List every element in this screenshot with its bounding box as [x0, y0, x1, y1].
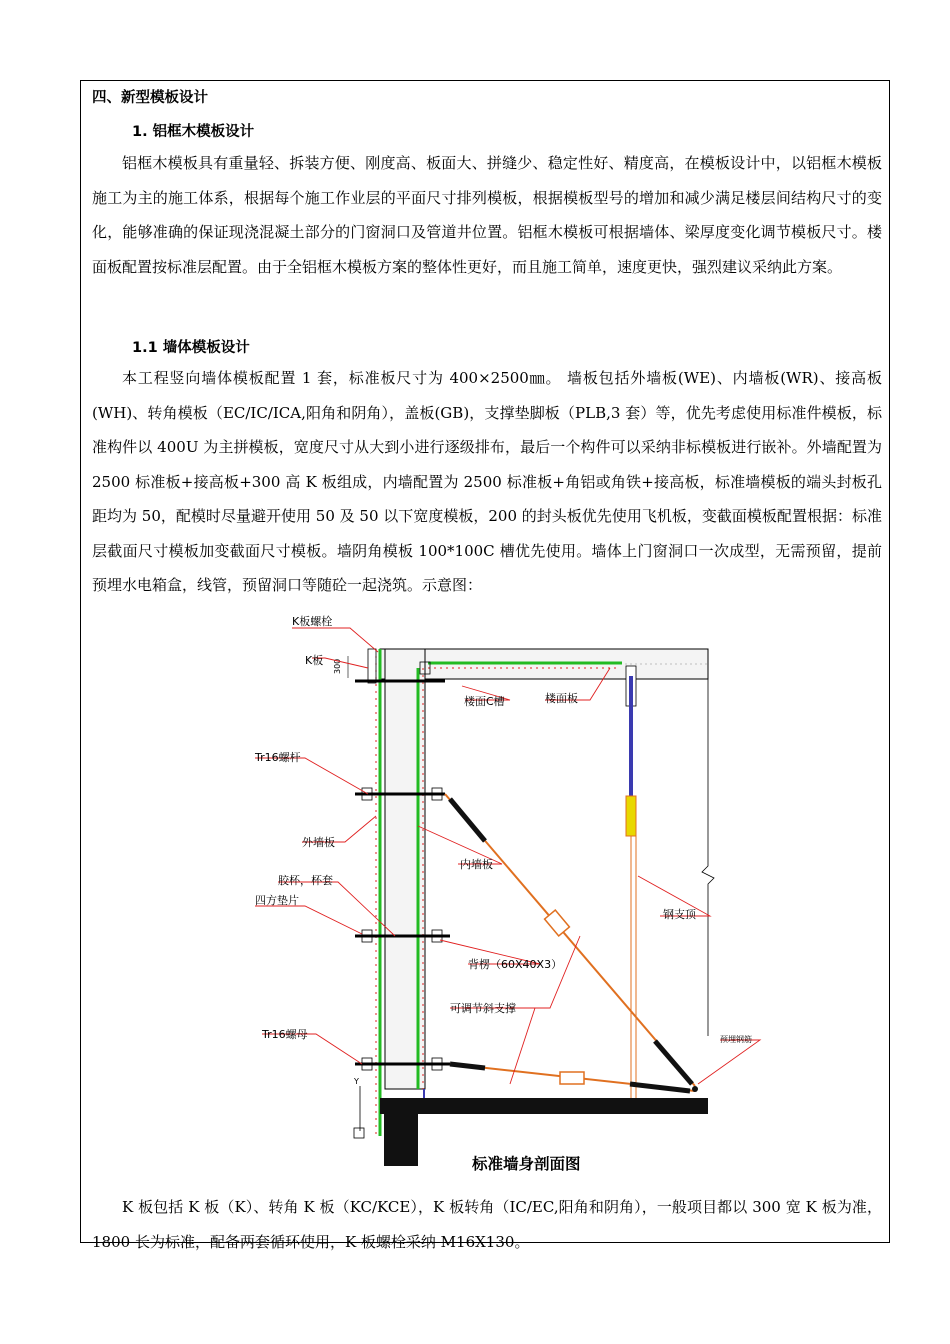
leader-lines [255, 628, 760, 1084]
bottom-slab [380, 1098, 708, 1114]
diagonal-braces [445, 794, 698, 1092]
axis-y-label: Y [354, 1077, 359, 1086]
steel-prop-spring [626, 796, 636, 836]
label-square-pad: 四方垫片 [255, 894, 299, 907]
paragraph-k-board: K 板包括 K 板（K）、转角 K 板（KC/KCE），K 板转角（IC/EC,阳角和阴角），一般项目都以 300 宽 K 板为准，1800 长为标准，配备两套循环使用，K 板螺栓采纳 M16X130。 [92, 1198, 882, 1251]
dim-300-label: 300 [333, 658, 342, 674]
paragraph-aluminum-wood: 铝框木模板具有重量轻、拆装方便、刚度高、板面大、拼缝少、稳定性好、精度高，在模板设计中，以铝框木模板施工为主的施工体系，根据每个施工作业层的平面尺寸排列模板，根据模板型号的增加和减少满足楼层间结构尺寸的变化，能够准确的保证现浇混凝土部分的门窗洞口及管道井位置。铝框木模板可根据墙体、梁厚度变化调节模板尺寸。楼面板配置按标准层配置。由于全铝框木模板方案的整体性更好，而且施工简单，速度更快，强烈建议采纳此方案。 [92, 154, 882, 276]
lower-wall [384, 1114, 418, 1166]
k-board-shape [368, 649, 376, 683]
label-tr16-nut: Tr16螺母 [262, 1028, 308, 1041]
label-k-board: K板 [305, 654, 324, 667]
label-steel-prop: 钢支顶 [663, 908, 696, 921]
label-back-purlin: 背楞（60X40X3） [468, 958, 563, 971]
section-title: 四、新型模板设计 [92, 90, 208, 106]
label-adjustable-brace: 可调节斜支撑 [450, 1002, 516, 1015]
label-k-bolt: K板螺栓 [292, 615, 333, 628]
label-embedded-rebar: 预埋钢筋 [720, 1035, 752, 1044]
label-floor-board: 楼面板 [545, 692, 578, 705]
subsection-title-wall-formwork: 1.1 墙体模板设计 [132, 340, 250, 356]
paragraph-wall-formwork: 本工程竖向墙体模板配置 1 套，标准板尺寸为 400×2500㎜。 墙板包括外墙板(WE)、内墙板(WR)、接高板(WH)、转角模板（EC/IC/ICA,阳角和阴角），盖板(GB)，支撑垫脚板（PLB,3 套）等，优先考虑使用标准件模板，标准构件以 400U 为主拼模板，宽度尺寸从大到小进行逐级排布，最后一个构件可以采纳非标模板进行嵌补。外墙配置为 2500 标准板+接高板+300 高 K 板组成，内墙配置为 2500 标准板+角铝或角铁+接高板，标准墙模板的端头封板孔距均为 50，配模时尽量避开使用 50 及 50 以下宽度模板，200 的封头板优先使用飞机板，变截面模板配置根据：标准层截面尺寸模板加变截面尺寸模板。墙阴角模板 100*100C 槽优先使用。墙体上门窗洞口一次成型，无需预留，提前预埋水电箱盒，线管，预留洞口等随砼一起浇筑。示意图： [92, 369, 882, 594]
label-outer-wall-board: 外墙板 [302, 836, 335, 849]
subsection-title-aluminum-wood: 1. 铝框木模板设计 [132, 124, 255, 140]
label-floor-c-channel: 楼面C槽 [464, 695, 505, 708]
wall-section-drawing [250, 615, 752, 1176]
figure-caption: 标准墙身剖面图 [472, 1155, 581, 1173]
wall-section-figure [250, 615, 752, 1186]
label-tr16-rod: Tr16螺杆 [255, 751, 301, 764]
label-inner-wall-board: 内墙板 [460, 858, 493, 871]
label-rubber-cup: 胶杯，杯套 [278, 874, 333, 887]
